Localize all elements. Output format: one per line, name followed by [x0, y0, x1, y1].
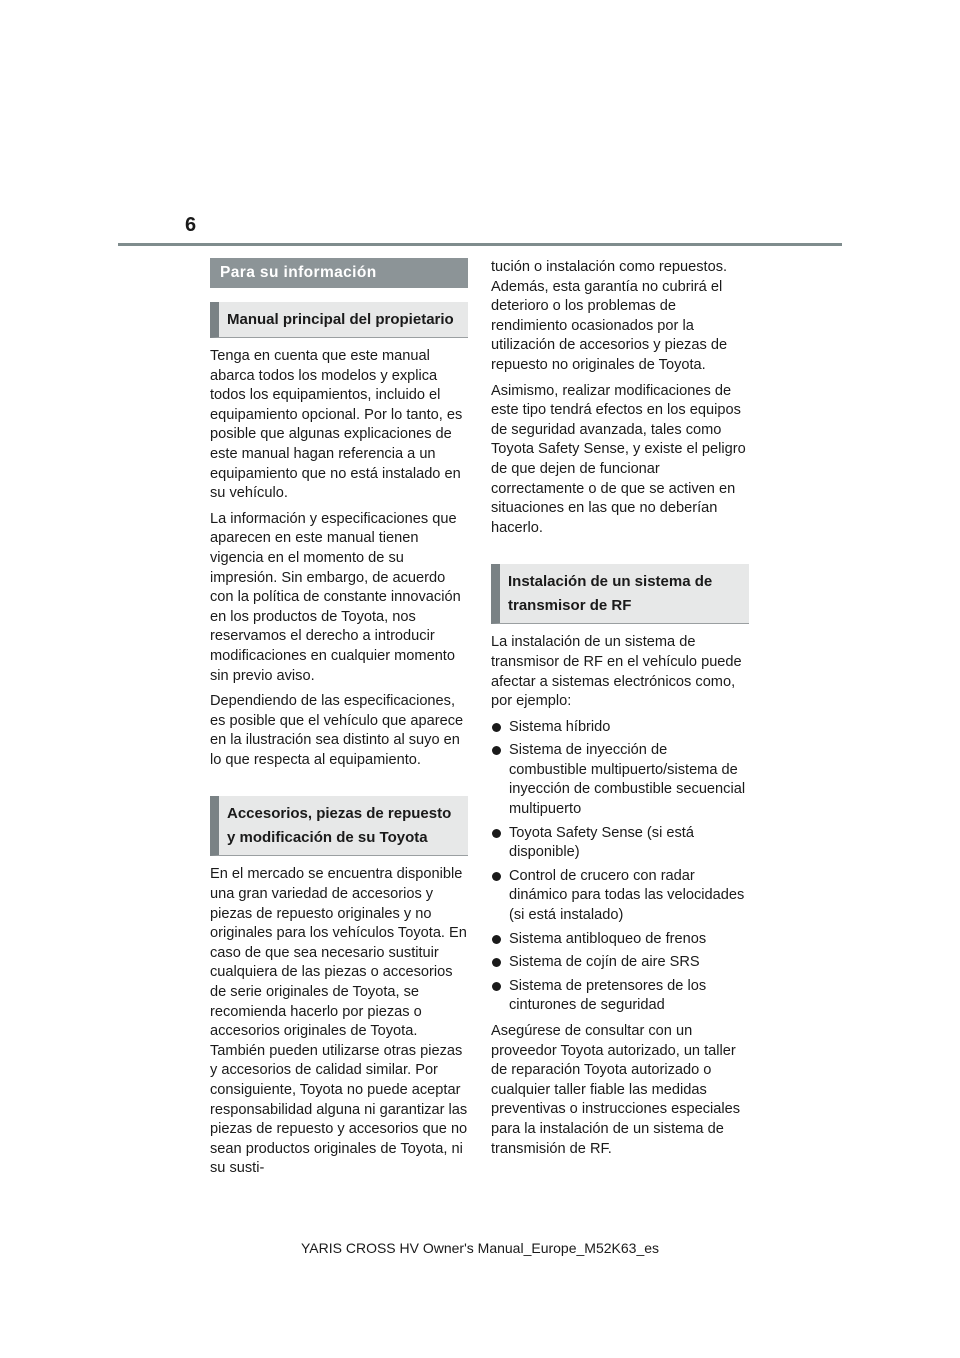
paragraph: Dependiendo de las especificaciones, es posible que el vehículo que aparece en la ilustración sea distinto al suyo en lo que respecta al equipamiento.	[210, 693, 464, 768]
list-item: Sistema de cojín de aire SRS	[491, 953, 749, 973]
bullet-dot-icon	[492, 935, 501, 944]
affected-systems-list	[491, 718, 749, 1016]
list-item: Sistema antibloqueo de frenos	[491, 930, 749, 950]
footer-doc-id: YARIS CROSS HV Owner's Manual_Europe_M52K63_es	[300, 1240, 660, 1256]
paragraph: La información y especificaciones que aparecen en este manual tienen vigencia en el momento de su impresión. Sin embargo, de acuerdo con la política de constante innovación en los productos de Toyota, nos reservamos el derecho a introducir modificaciones en cualquier momento sin previo aviso.	[210, 510, 461, 684]
paragraph-closing: Asegúrese de consultar con un proveedor Toyota autorizado, un taller de reparación Toyota autorizado o cualquier taller fiable las medidas preventivas o instrucciones especiales para la instalación de un sistema de transmisión de RF.	[491, 1023, 741, 1157]
paragraph: En el mercado se encuentra disponible una gran variedad de accesorios y piezas de repuesto originales y no originales para los vehículos Toyota. En caso de que sea necesario sustituir cualquiera de las piezas o accesorios de serie originales de Toyota, se recomienda hacerlo por piezas o accesorios originales de Toyota. También pueden utilizarse otras piezas y accesorios de calidad similar. Por consiguiente, Toyota no puede aceptar responsabilidad alguna ni garantizar las piezas de repuesto y accesorios que no sean productos originales de Toyota, ni su susti-	[210, 866, 468, 1177]
bullet-dot-icon	[492, 872, 501, 881]
paragraph: Asimismo, realizar modificaciones de este tipo tendrá efectos en los equipos de seguridad avanzada, tales como Toyota Safety Sense, y existe el peligro de que dejen de funcionar correctamente o de que se activen en situaciones en las que no deberían hacerlo.	[491, 382, 746, 536]
header-rule	[118, 243, 842, 246]
left-column	[210, 258, 468, 1185]
subheading-owners-manual: Manual principal del propietario	[210, 302, 468, 338]
bullet-dot-icon	[492, 982, 501, 991]
list-item: Control de crucero con radar dinámico para todas las velocidades (si está instalado)	[491, 867, 749, 926]
paragraph: Tenga en cuenta que este manual abarca todos los modelos y explica todos los equipamientos, incluido el equipamiento opcional. Por lo tanto, es posible que algunas explicaciones de este manual hagan referencia a un equipamiento que no está instalado en su vehículo.	[210, 348, 463, 502]
list-item: Toyota Safety Sense (si está disponible)	[491, 824, 749, 863]
list-item: Sistema de pretensores de los cinturones de seguridad	[491, 977, 749, 1016]
section-title: Para su información	[210, 258, 468, 288]
bullet-dot-icon	[492, 746, 501, 755]
page-number: 6	[185, 214, 197, 236]
bullet-dot-icon	[492, 723, 501, 732]
subheading-rf-transmitter: Instalación de un sistema de transmisor de RF	[491, 564, 749, 624]
bullet-dot-icon	[492, 829, 501, 838]
paragraph-intro: La instalación de un sistema de transmisor de RF en el vehículo puede afectar a sistemas electrónicos como, por ejemplo:	[491, 634, 742, 710]
subheading-accessories: Accesorios, piezas de repuesto y modificación de su Toyota	[210, 796, 468, 856]
paragraph-continued: tución o instalación como repuestos. Además, esta garantía no cubrirá el deterioro o los problemas de rendimiento ocasionados por la utilización de accesorios y piezas de repuesto no originales de Toyota.	[491, 259, 728, 373]
right-column	[491, 258, 749, 1165]
list-item: Sistema híbrido	[491, 718, 749, 738]
list-item: Sistema de inyección de combustible multipuerto/sistema de inyección de combustible secuencial multipuerto	[491, 741, 749, 819]
bullet-dot-icon	[492, 958, 501, 967]
